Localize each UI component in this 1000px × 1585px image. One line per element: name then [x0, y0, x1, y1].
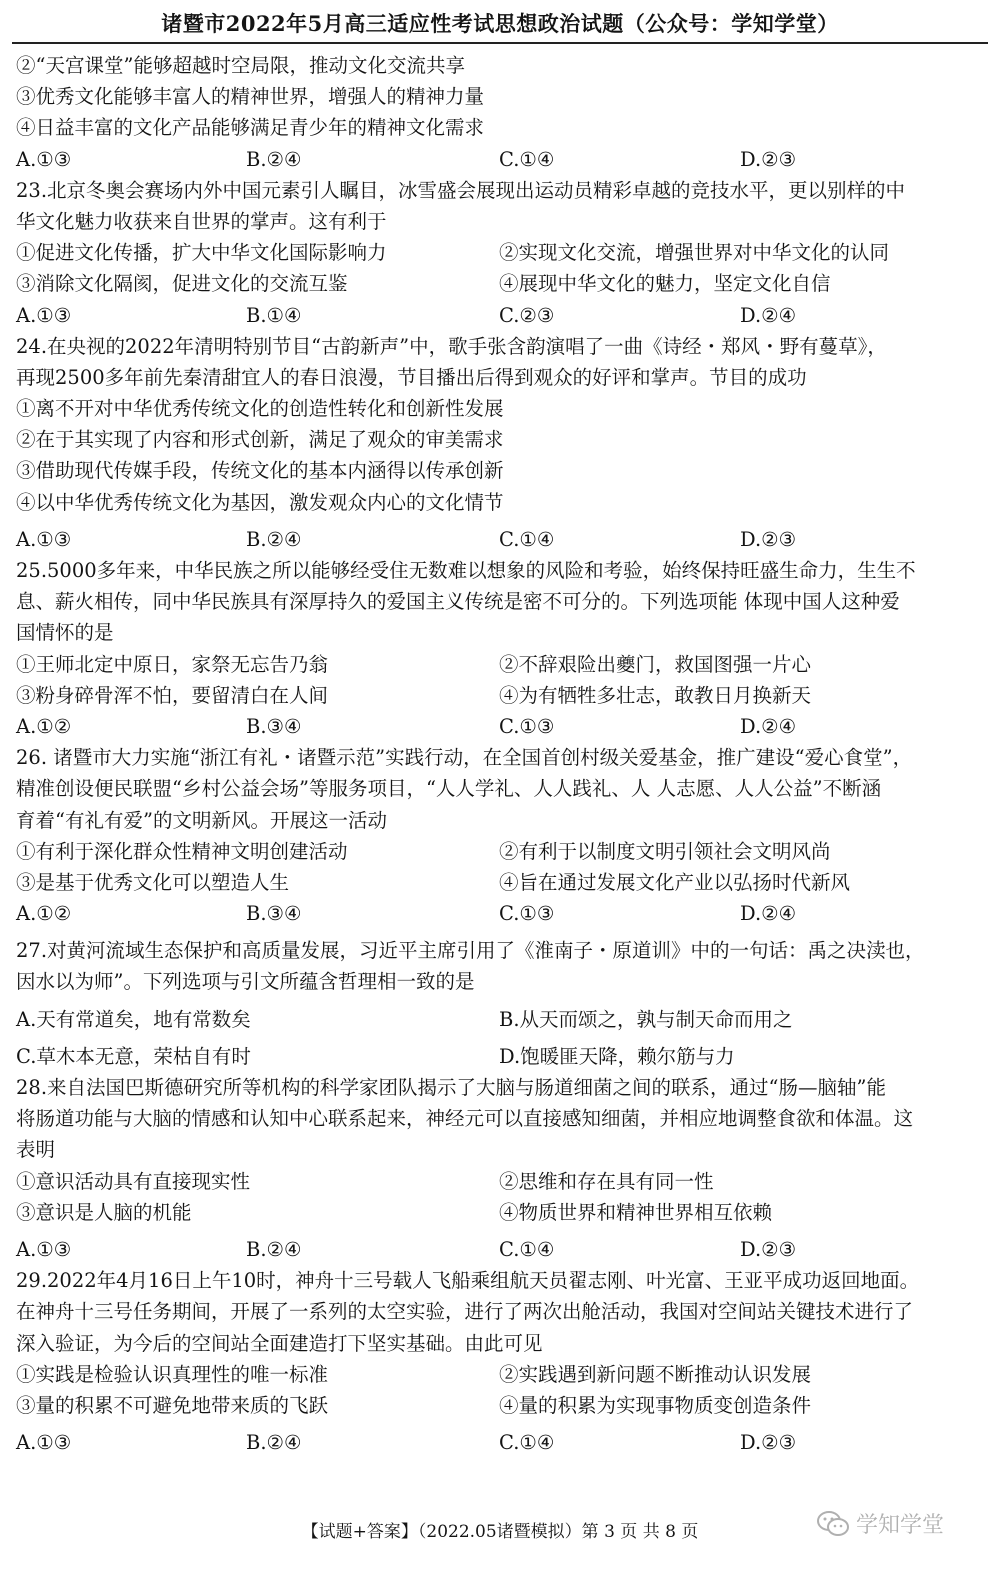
q23-choices-row-1: [16, 237, 984, 268]
q28-choice-4: ④物质世界和精神世界相互依赖: [499, 1200, 773, 1224]
q28-stem-line-3: 表明: [16, 1138, 56, 1162]
q29-stem-line-1: 29.2022年4月16日上午10时，神舟十三号载人飞船乘组航天员翟志刚、叶光富、王亚平成功返回地面。: [16, 1269, 920, 1293]
watermark-text: 学知学堂: [856, 1513, 945, 1538]
q29-options: [16, 1427, 984, 1458]
q27-option-c: C.草木本无意，荣枯自有时: [16, 1044, 251, 1068]
q25-options: [16, 711, 984, 742]
q25-option-b: B.③④: [246, 714, 302, 738]
q24-stem-line-1: 24.在央视的2022年清明特别节目“古韵新声”中，歌手张含韵演唱了一曲《诗经・郑风・野有蔓草》，: [16, 334, 887, 358]
q25-choice-3: ③粉身碎骨浑不怕，要留清白在人间: [16, 683, 329, 707]
q23-stem-line-1: 23.北京冬奥会赛场内外中国元素引人瞩目，冰雪盛会展现出运动员精彩卓越的竞技水平，更以别样的中: [16, 178, 906, 202]
q29-stem-line-2: 在神舟十三号任务期间，开展了一系列的太空实验，进行了两次出舱活动，我国对空间站关键技术进行了: [16, 1300, 914, 1324]
q26-option-d: D.②④: [740, 902, 797, 926]
q23-option-a: A.①③: [16, 303, 72, 327]
q22-option-d: D.②③: [740, 147, 797, 171]
q28-choice-3: ③意识是人脑的机能: [16, 1200, 192, 1224]
q25-option-c: C.①③: [499, 714, 555, 738]
wechat-icon: [816, 1510, 850, 1538]
q28-option-d: D.②③: [740, 1237, 797, 1261]
q28-stem-line-1: 28.来自法国巴斯德研究所等机构的科学家团队揭示了大脑与肠道细菌之间的联系，通过“肠—脑轴”能: [16, 1076, 886, 1099]
q24-options: [16, 524, 984, 555]
q26-options: [16, 898, 984, 929]
header-divider: [12, 42, 988, 44]
q22-option-b: B.②④: [246, 147, 302, 171]
q22-choice-3: ③优秀文化能够丰富人的精神世界，增强人的精神力量: [16, 85, 485, 109]
q29-choice-4: ④量的积累为实现事物质变创造条件: [499, 1393, 812, 1417]
page-footer: 【试题+答案】（2022.05诸暨模拟）第 3 页 共 8 页: [301, 1522, 699, 1542]
q22-choice-2: ②“天宫课堂”能够超越时空局限，推动文化交流共享: [16, 54, 465, 77]
q25-choice-2: ②不辞艰险出夔门，救国图强一片心: [499, 652, 812, 676]
q28-choices-row-2: [16, 1197, 984, 1228]
q22-choice-4: ④日益丰富的文化产品能够满足青少年的精神文化需求: [16, 116, 485, 140]
q29-option-a: A.①③: [16, 1431, 72, 1455]
q25-choice-4: ④为有牺牲多壮志，敢教日月换新天: [499, 683, 812, 707]
q23-choice-4: ④展现中华文化的魅力，坚定文化自信: [499, 272, 831, 296]
q24-choice-1: ①离不开对中华优秀传统文化的创造性转化和创新性发展: [16, 397, 504, 421]
q23-choice-2: ②实现文化交流，增强世界对中华文化的认同: [499, 241, 890, 265]
q25-choice-1: ①王师北定中原日，家祭无忘告乃翁: [16, 652, 329, 676]
q25-option-a: A.①②: [16, 714, 72, 738]
q25-stem-line-3: 国情怀的是: [16, 621, 114, 645]
q24-choice-2: ②在于其实现了内容和形式创新，满足了观众的审美需求: [16, 428, 504, 452]
q26-choices-row-2: [16, 867, 984, 898]
q23-option-c: C.②③: [499, 303, 555, 327]
q27-option-a: A.天有常道矣，地有常数矣: [16, 1007, 251, 1031]
q22-options: [16, 144, 984, 175]
q25-stem-line-2: 息、薪火相传，同中华民族具有深厚持久的爱国主义传统是密不可分的。下列选项能 体现中国人这种爱: [16, 590, 900, 614]
q23-option-d: D.②④: [740, 303, 797, 327]
q28-stem-line-2: 将肠道功能与大脑的情感和认知中心联系起来，神经元可以直接感知细菌，并相应地调整食欲和体温。这: [16, 1107, 914, 1131]
q28-option-a: A.①③: [16, 1237, 72, 1261]
q26-choice-3: ③是基于优秀文化可以塑造人生: [16, 870, 290, 894]
q22-option-c: C.①④: [499, 147, 555, 171]
q28-choice-1: ①意识活动具有直接现实性: [16, 1169, 251, 1193]
q26-stem-line-3: 育着“有礼有爱”的文明新风。开展这一活动: [16, 808, 387, 832]
page-header-title: 诸暨市2022年5月高三适应性考试思想政治试题（公众号：学知学堂）: [161, 11, 839, 36]
q24-option-a: A.①③: [16, 527, 72, 551]
q29-choice-2: ②实践遇到新问题不断推动认识发展: [499, 1362, 812, 1386]
q29-stem-line-3: 深入验证，为今后的空间站全面建造打下坚实基础。由此可见: [16, 1331, 543, 1355]
q23-option-b: B.①④: [246, 303, 302, 327]
q26-choice-2: ②有利于以制度文明引领社会文明风尚: [499, 839, 831, 863]
q29-option-b: B.②④: [246, 1431, 302, 1455]
q24-choice-3: ③借助现代传媒手段，传统文化的基本内涵得以传承创新: [16, 459, 504, 483]
q23-stem-line-2: 华文化魅力收获来自世界的掌声。这有利于: [16, 209, 387, 233]
q29-choice-3: ③量的积累不可避免地带来质的飞跃: [16, 1393, 329, 1417]
q27-stem-line-2: 因水以为师”。下列选项与引文所蕴含哲理相一致的是: [16, 970, 475, 994]
q27-options-row-2: [16, 1041, 984, 1072]
q26-stem-line-2: 精准创设便民联盟“乡村公益会场”等服务项目，“人人学礼、人人践礼、人 人志愿、人人公益”不断涵: [16, 777, 882, 801]
q26-option-b: B.③④: [246, 902, 302, 926]
q27-stem-line-1: 27.对黄河流域生态保护和高质量发展，习近平主席引用了《淮南子・原道训》中的一句话：禹之决渎也，: [16, 939, 925, 963]
q29-choice-1: ①实践是检验认识真理性的唯一标准: [16, 1362, 329, 1386]
q26-choices-row-1: [16, 836, 984, 867]
q28-choices-row-1: [16, 1166, 984, 1197]
q28-option-b: B.②④: [246, 1237, 302, 1261]
q23-options: [16, 300, 984, 331]
q26-option-a: A.①②: [16, 902, 72, 926]
q22-option-a: A.①③: [16, 147, 72, 171]
q28-option-c: C.①④: [499, 1237, 555, 1261]
q28-choice-2: ②思维和存在具有同一性: [499, 1169, 714, 1193]
q29-option-d: D.②③: [740, 1431, 797, 1455]
q24-stem-line-2: 再现2500多年前先秦清甜宜人的春日浪漫，节目播出后得到观众的好评和掌声。节目的成功: [16, 365, 807, 389]
q24-option-d: D.②③: [740, 527, 797, 551]
q24-option-b: B.②④: [246, 527, 302, 551]
q29-choices-row-2: [16, 1390, 984, 1421]
q27-option-b: B.从天而颂之，孰与制天命而用之: [499, 1007, 793, 1031]
q28-options: [16, 1234, 984, 1265]
q24-option-c: C.①④: [499, 527, 555, 551]
q26-option-c: C.①③: [499, 902, 555, 926]
q29-choices-row-1: [16, 1359, 984, 1390]
q23-choices-row-2: [16, 268, 984, 299]
q25-choices-row-2: [16, 680, 984, 711]
q29-option-c: C.①④: [499, 1431, 555, 1455]
q26-choice-1: ①有利于深化群众性精神文明创建活动: [16, 839, 348, 863]
q25-option-d: D.②④: [740, 714, 797, 738]
watermark: [816, 1508, 944, 1539]
q26-choice-4: ④旨在通过发展文化产业以弘扬时代新风: [499, 870, 851, 894]
q27-option-d: D.饱暖匪天降，赖尔筋与力: [499, 1044, 735, 1068]
q26-stem-line-1: 26. 诸暨市大力实施“浙江有礼・诸暨示范”实践行动，在全国首创村级关爱基金，推广建设“爱心食堂”，: [16, 746, 913, 770]
q24-choice-4: ④以中华优秀传统文化为基因，激发观众内心的文化情节: [16, 490, 504, 514]
q23-choice-1: ①促进文化传播，扩大中华文化国际影响力: [16, 241, 387, 265]
q27-options-row-1: [16, 1004, 984, 1035]
question-content: [16, 50, 984, 1458]
q25-stem-line-1: 25.5000多年来，中华民族之所以能够经受住无数难以想象的风险和考验，始终保持旺盛生命力，生生不: [16, 559, 916, 582]
q23-choice-3: ③消除文化隔阂，促进文化的交流互鉴: [16, 272, 348, 296]
q25-choices-row-1: [16, 649, 984, 680]
